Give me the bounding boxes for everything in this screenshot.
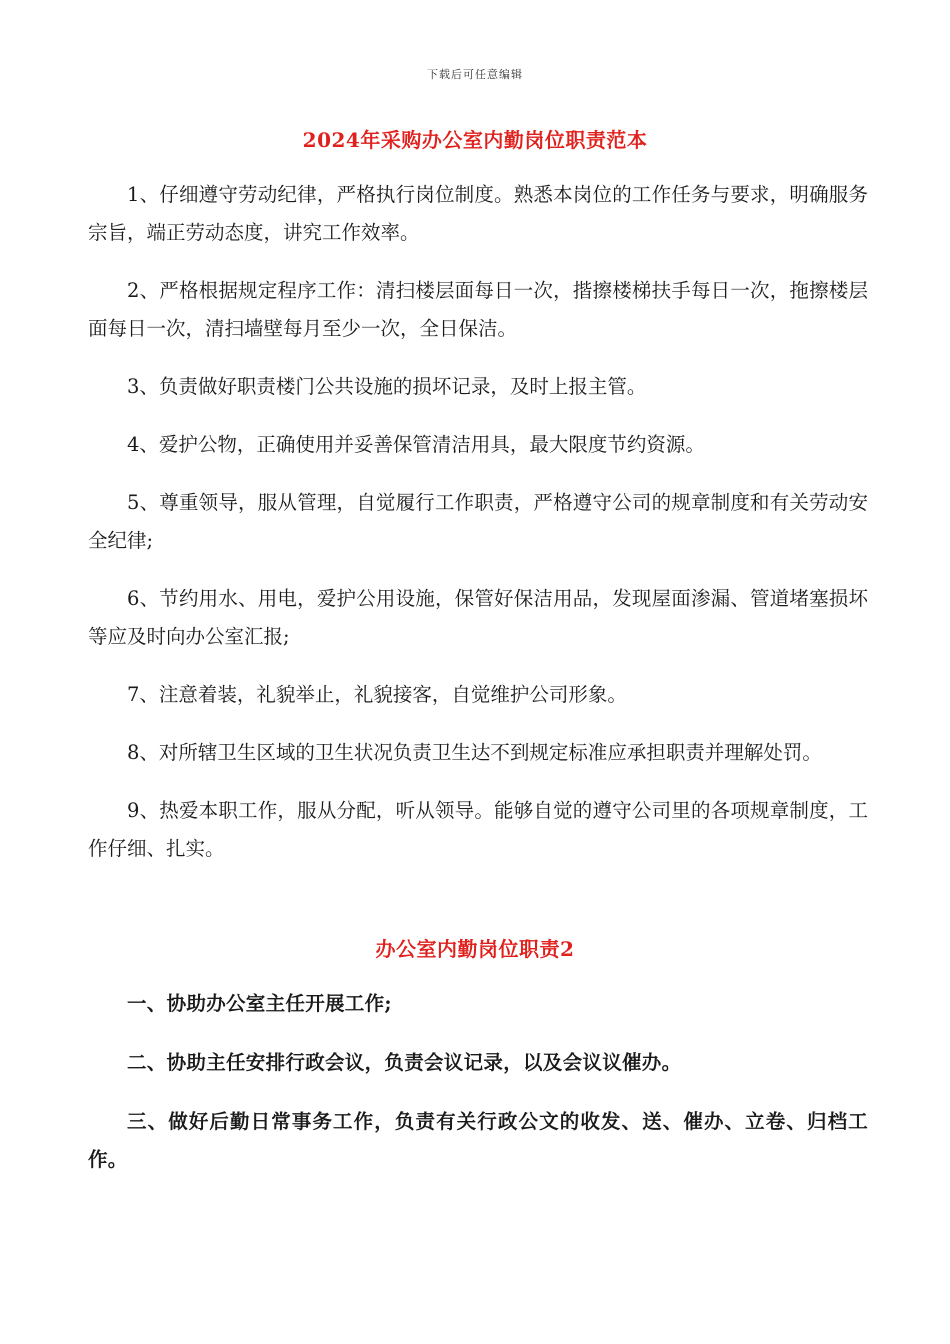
duty-item-8: 8、对所辖卫生区域的卫生状况负责卫生达不到规定标准应承担职责并理解处罚。	[127, 741, 822, 764]
duty-item-2-2: 二、协助主任安排行政会议，负责会议记录，以及会议议催办。	[127, 1051, 682, 1074]
duty-item-2-3: 三、做好后勤日常事务工作，负责有关行政公文的收发、送、催办、立卷、归档工作。	[88, 1110, 868, 1171]
duty-list-1	[88, 176, 868, 888]
duty-item-9: 9、热爱本职工作，服从分配，听从领导。能够自觉的遵守公司里的各项规章制度，工作仔细、扎实。	[88, 799, 868, 860]
section-title-2: 办公室内勤岗位职责2	[375, 937, 575, 961]
duty-item-5: 5、尊重领导，服从管理，自觉履行工作职责，严格遵守公司的规章制度和有关劳动安全纪律;	[88, 491, 868, 552]
duty-item-6: 6、节约用水、用电，爱护公用设施，保管好保洁用品，发现屋面渗漏、管道堵塞损坏等应及时向办公室汇报;	[88, 587, 868, 648]
header-note: 下载后可任意编辑	[427, 68, 523, 81]
duty-item-2: 2、严格根据规定程序工作：清扫楼层面每日一次，揩擦楼梯扶手每日一次，拖擦楼层面每日一次，清扫墙壁每月至少一次，全日保洁。	[88, 279, 868, 340]
duty-item-3: 3、负责做好职责楼门公共设施的损坏记录，及时上报主管。	[127, 375, 647, 398]
duty-item-7: 7、注意着装，礼貌举止，礼貌接客，自觉维护公司形象。	[127, 683, 627, 706]
document-title: 2024年采购办公室内勤岗位职责范本	[302, 128, 648, 152]
duty-list-2	[88, 985, 868, 1200]
duty-item-4: 4、爱护公物，正确使用并妥善保管清洁用具，最大限度节约资源。	[127, 433, 705, 456]
duty-item-1: 1、仔细遵守劳动纪律，严格执行岗位制度。熟悉本岗位的工作任务与要求，明确服务宗旨，端正劳动态度，讲究工作效率。	[88, 183, 868, 244]
duty-item-2-1: 一、协助办公室主任开展工作;	[127, 992, 392, 1015]
